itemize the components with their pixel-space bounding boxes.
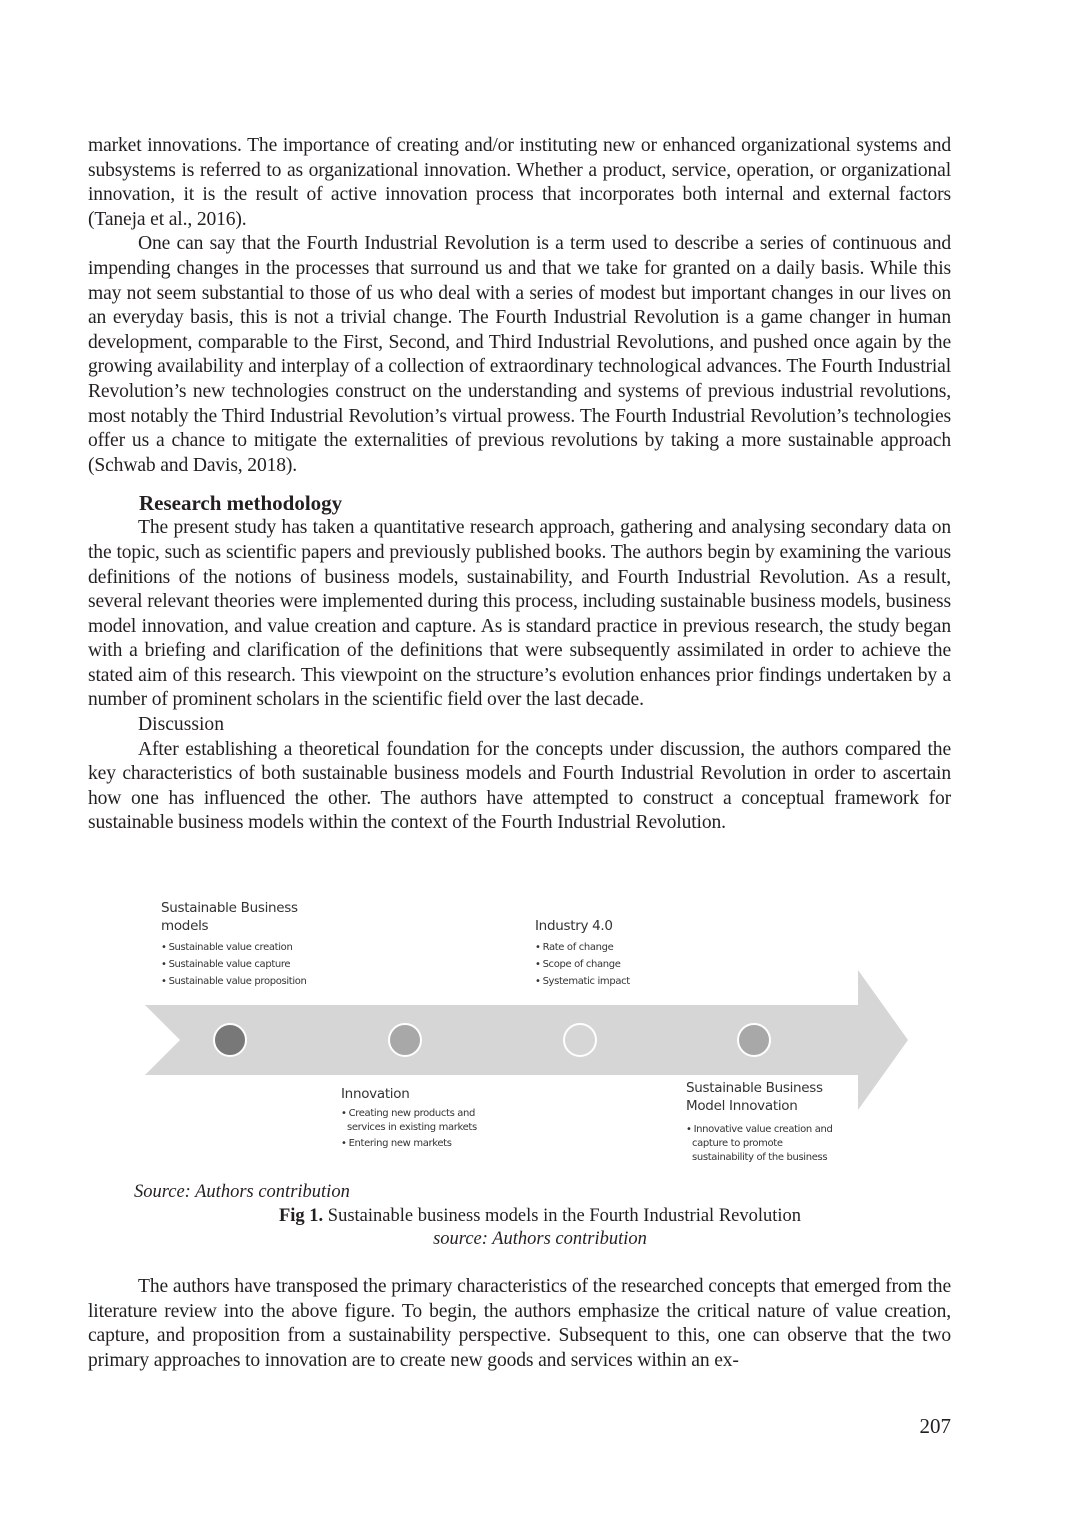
bullet-item: • Sustainable value creation: [161, 939, 307, 956]
paragraph-discussion: After establishing a theoretical foundation for the concepts under discussion, the authors compared the key characteristics of both sustainable business models and Fourth Industrial Revolution in order to ascertain how one has influenced the other. The authors have attempted to construct a conceptual framework for sustainable business models within the context of the Fourth Industrial Revolution.: [88, 738, 951, 834]
timeline-dot-industry-4: [564, 1024, 596, 1056]
stage-title: [161, 899, 307, 935]
timeline-dot-sbm-innovation: [738, 1024, 770, 1056]
stage-innovation: [341, 1085, 491, 1153]
figure-caption-source: source: Authors contribution: [433, 1229, 647, 1249]
stage-bullets: [341, 1107, 491, 1151]
body-text-bottom: [88, 1275, 951, 1373]
timeline-dot-innovation: [389, 1024, 421, 1056]
stage-title: [686, 1079, 836, 1115]
stage-title-line: Sustainable Business: [161, 900, 298, 916]
paragraph-methodology: The present study has taken a quantitative research approach, gathering and analysing secondary data on the topic, such as scientific papers and previously published books. The authors begin by examining the various definitions of the notions of business models, sustainability, and Fourth Industrial Revolution. As a result, several relevant theories were implemented during this process, including sustainable business models, business model innovation, and value creation and capture. As is standard practice in previous research, the study began with a briefing and clarification of the definitions that were subsequently assimilated in order to achieve the stated aim of this research. This viewpoint on the structure’s evolution enhances prior findings undertaken by a number of prominent scholars in the scientific field over the last decade.: [88, 517, 951, 711]
body-text-top: [88, 134, 951, 836]
paragraph-organizational-innovation: market innovations. The importance of creating and/or instituting new or enhanced organizational systems and subsystems is referred to as organizational innovation. Whether a product, service, operation, or organizational innovation, it is the result of active innovation process that incorporates both internal and external factors (Taneja et al., 2016).: [88, 135, 951, 230]
bullet-item: • Scope of change: [535, 956, 630, 973]
stage-bullets: [161, 939, 307, 990]
stage-title-line: Sustainable Business: [686, 1080, 823, 1096]
figure-caption-text: Sustainable business models in the Fourth Industrial Revolution: [323, 1206, 802, 1226]
bullet-item: • Rate of change: [535, 939, 630, 956]
discussion-label: Discussion: [138, 714, 225, 736]
bullet-item: • Sustainable value capture: [161, 956, 307, 973]
section-heading-research-methodology: Research methodology: [139, 491, 343, 516]
bullet-item: • Sustainable value proposition: [161, 973, 307, 990]
paragraph-fourth-industrial-revolution: One can say that the Fourth Industrial Revolution is a term used to describe a series of continuous and impending changes in the processes that surround us and that we take for granted on a daily basis. While this may not seem substantial to those of us who deal with a series of modest but important changes in our lives on an everyday basis, this is not a trivial change. The Fourth Industrial Revolution is a game changer in human development, comparable to the First, Second, and Third Industrial Revolutions, and pushed once again by the growing availability and interplay of a collection of extraordinary technological advances. The Fourth Industrial Revolution’s new technologies construct on the understanding and systems of previous industrial revolutions, most notably the Third Industrial Revolution’s virtual prowess. The Fourth Industrial Revolution’s technologies offer us a chance to mitigate the externalities of previous revolutions by taking a more sustainable approach (Schwab and Davis, 2018).: [88, 233, 951, 476]
stage-industry-4: [535, 917, 630, 990]
stage-bullets: [535, 939, 630, 990]
figure-caption: [0, 1205, 1080, 1228]
paragraph-transposed-characteristics: The authors have transposed the primary characteristics of the researched concepts that emerged from the literature review into the above figure. To begin, the authors emphasize the critical nature of value creation, capture, and proposition from a sustainability perspective. Subsequent to this, one can observe that the two primary approaches to innovation are to create new goods and services within an ex-: [88, 1276, 951, 1371]
stage-title-line: Model Innovation: [686, 1098, 798, 1114]
page-number: 207: [919, 1414, 951, 1438]
stage-bullets: [686, 1123, 836, 1165]
timeline-dot-sustainable-business-models: [214, 1024, 246, 1056]
figure-timeline: [140, 895, 920, 1180]
bullet-item: • Innovative value creation and capture to promote sustainability of the business: [686, 1123, 836, 1165]
stage-title-line: models: [161, 918, 209, 934]
stage-title: Industry 4.0: [535, 918, 613, 934]
stage-sustainable-business-models: [161, 899, 307, 990]
bullet-item: • Entering new markets: [341, 1137, 491, 1151]
figure-source-left: Source: Authors contribution: [134, 1182, 350, 1202]
bullet-item: • Systematic impact: [535, 973, 630, 990]
figure-caption-label: Fig 1.: [278, 1206, 324, 1226]
stage-sbm-innovation: [686, 1079, 836, 1167]
bullet-item: • Creating new products and services in existing markets: [341, 1107, 491, 1135]
stage-title: Innovation: [341, 1086, 410, 1102]
